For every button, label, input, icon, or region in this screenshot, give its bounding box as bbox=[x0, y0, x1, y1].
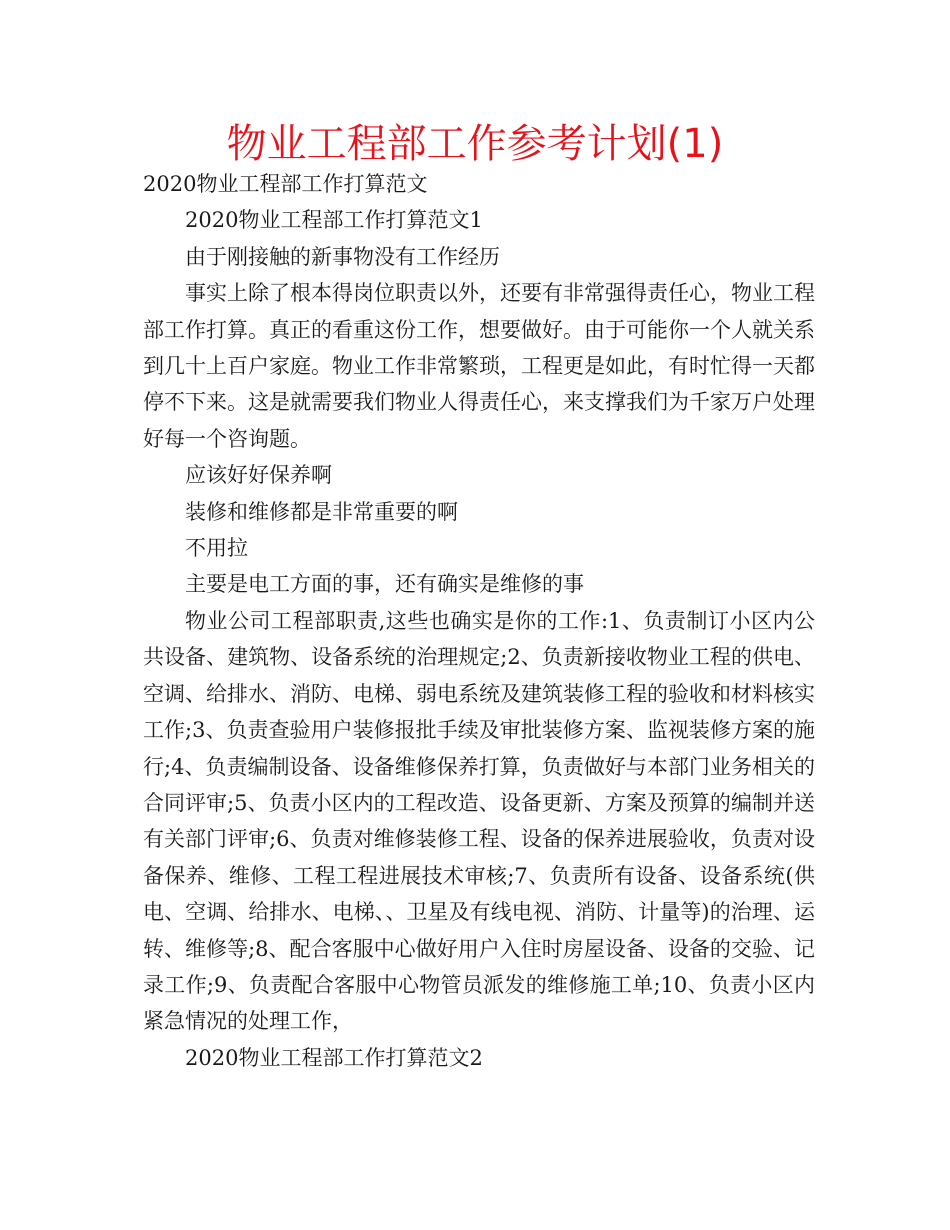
document-title: 物业工程部工作参考计划(1) bbox=[226, 121, 724, 167]
paragraph: 不用拉 bbox=[185, 536, 248, 561]
paragraph: 事实上除了根本得岗位职责以外，还要有非常强得责任心，物业工程部工作打算。真正的看重这份工作，想要做好。由于可能你一个人就关系到几十上百户家庭。物业工作非常繁琐，工程更是如此，有时忙得一天都停不下来。这是就需要我们物业人得责任心，来支撑我们为千家万户处理好每一个咨询题。 bbox=[143, 281, 815, 451]
paragraph: 主要是电工方面的事，还有确实是维修的事 bbox=[185, 572, 584, 597]
document-body bbox=[143, 166, 815, 1076]
paragraph: 装修和维修都是非常重要的啊 bbox=[185, 499, 458, 524]
paragraph-duties-list: 物业公司工程部职责,这些也确实是你的工作:1、负责制订小区内公共设备、建筑物、设备系统的治理规定;2、负责新接收物业工程的供电、空调、给排水、消防、电梯、弱电系统及建筑装修工程的验收和材料核实工作;3、负责查验用户装修报批手续及审批装修方案、监视装修方案的施行;4、负责编制设备、设备维修保养打算，负责做好与本部门业务相关的合同评审;5、负责小区内的工程改造、设备更新、方案及预算的编制并送有关部门评审;6、负责对维修装修工程、设备的保养进展验收，负责对设备保养、维修、工程工程进展技术审核;7、负责所有设备、设备系统(供电、空调、给排水、电梯、、卫星及有线电视、消防、计量等)的治理、运转、维修等;8、配合客服中心做好用户入住时房屋设备、设备的交验、记录工作;9、负责配合客服中心物管员派发的维修施工单;10、负责小区内紧急情况的处理工作， bbox=[143, 608, 815, 1034]
paragraph: 应该好好保养啊 bbox=[185, 463, 332, 488]
paragraph-subheading-1: 2020物业工程部工作打算范文1 bbox=[185, 208, 483, 233]
paragraph: 由于刚接触的新事物没有工作经历 bbox=[185, 244, 500, 269]
paragraph-heading: 2020物业工程部工作打算范文 bbox=[143, 172, 428, 196]
paragraph-subheading-2: 2020物业工程部工作打算范文2 bbox=[185, 1045, 483, 1070]
